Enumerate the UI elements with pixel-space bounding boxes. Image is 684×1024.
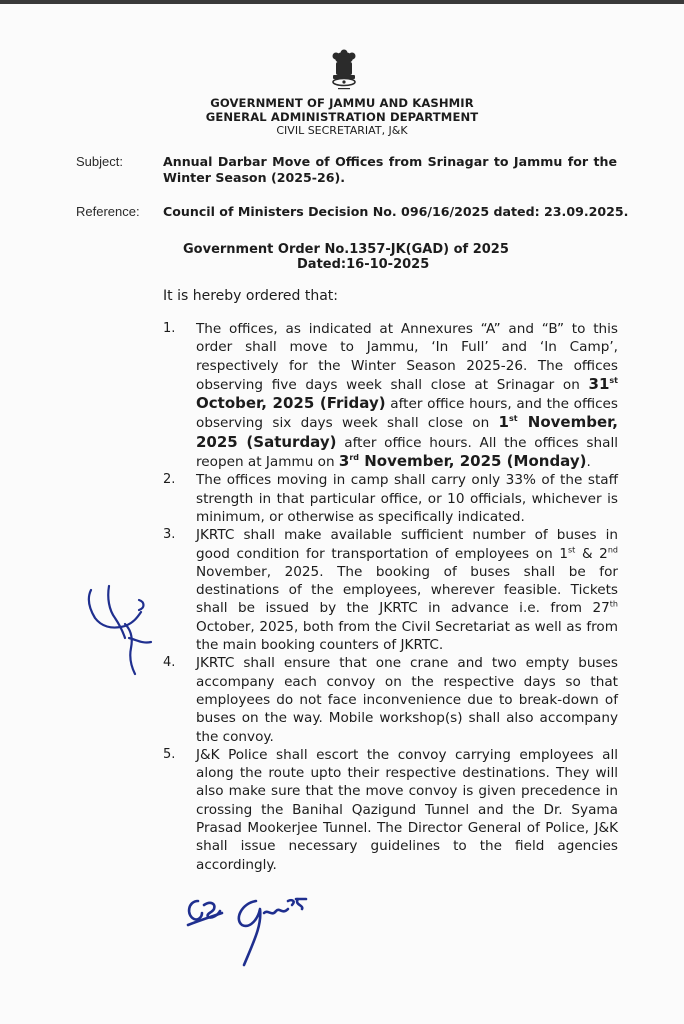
state-emblem-icon: [321, 48, 367, 94]
order-items-list: [163, 320, 618, 874]
subject-text: Annual Darbar Move of Offices from Srinagar to Jammu for the Winter Season (2025-26).: [163, 154, 617, 185]
department-title: GENERAL ADMINISTRATION DEPARTMENT: [205, 110, 479, 124]
date-highlight: 31st October, 2025 (Friday): [196, 374, 618, 413]
item-text: The offices, as indicated at Annexures “A” and “B” to this order shall move to Jammu, ‘In Full’ and ‘In Camp’, respectively for the Winter Season 2025-26. The offices observing five days week shall close at Srinagar on: [196, 321, 618, 393]
item-text: The offices moving in camp shall carry only 33% of the staff strength in that particular office, or 10 officials, whichever is minimum, or otherwise as specifically indicated.: [196, 472, 618, 525]
order-item-2: [163, 471, 618, 526]
secretariat-title: CIVIL SECRETARIAT, J&K: [276, 124, 408, 137]
item-text: after office hours. All the offices shall reopen at Jammu on: [196, 434, 618, 471]
reference-text: Council of Ministers Decision No. 096/16/2025 dated: 23.09.2025.: [163, 204, 629, 219]
order-intro: It is hereby ordered that:: [163, 288, 338, 304]
order-item-3: 3. JKRTC shall make available sufficient number of buses in good condition for transportation of employees on 1st & 2nd November, 2025. The booking of buses shall be for destinations of the employees, wherever feasible. Tickets shall be issued by the JKRTC in advance i.e. from 27th October, 2025, both from the Civil Secretariat as well as from the main booking counters of JKRTC.: [163, 527, 618, 654]
date-highlight: 3rd November, 2025 (Monday): [338, 452, 587, 471]
order-item-1: 1. The offices, as indicated at Annexures “A” and “B” to this order shall move to Jammu, ‘In Full’ and ‘In Camp’, respectively for the Winter Season 2025-26. The offices observing five days week shall close at Srinagar on 31st October, 2025 (Friday) after office hours, and the offices observing six days week shall close on 1st November, 2025 (Saturday) after office hours. All the offices shall reopen at Jammu on 3rd November, 2025 (Monday).: [163, 321, 619, 471]
order-item-5: [163, 746, 618, 874]
item-number: 1.: [163, 321, 176, 336]
reference-label: Reference:: [76, 204, 140, 219]
margin-signature-icon: [85, 578, 175, 678]
order-number: Government Order No.1357-JK(GAD) of 2025: [183, 242, 509, 257]
officer-signature-icon: [184, 895, 334, 975]
order-item-4: [163, 654, 618, 745]
item-text: JKRTC shall make available sufficient number of buses in good condition for transportation of employees on 1: [196, 527, 618, 562]
date-highlight: 1st November, 2025 (Saturday): [196, 413, 619, 451]
item-number: 3.: [163, 527, 176, 543]
subject-label: Subject:: [76, 154, 123, 169]
item-number: 4.: [163, 655, 176, 671]
item-text: J&K Police shall escort the convoy carrying employees all along the route upto their respective destinations. They will also make sure that the move convoy is given precedence in crossing the Banihal Qazigund Tunnel and the Dr. Syama Prasad Mookerjee Tunnel. The Director General of Police, J&K shall issue necessary guidelines to the field agencies accordingly.: [196, 746, 618, 873]
item-text: JKRTC shall ensure that one crane and two empty buses accompany each convoy on the respective days so that employees do not face inconvenience due to break-down of buses on the way. Mobile workshop(s) shall also accompany the convoy.: [196, 655, 618, 745]
government-title: GOVERNMENT OF JAMMU AND KASHMIR: [210, 96, 474, 110]
item-number: 2.: [163, 472, 176, 488]
item-text: after office hours, and the offices observing six days week shall close on: [196, 396, 619, 432]
order-date: Dated:16-10-2025: [297, 257, 430, 272]
item-number: 5.: [163, 746, 176, 762]
